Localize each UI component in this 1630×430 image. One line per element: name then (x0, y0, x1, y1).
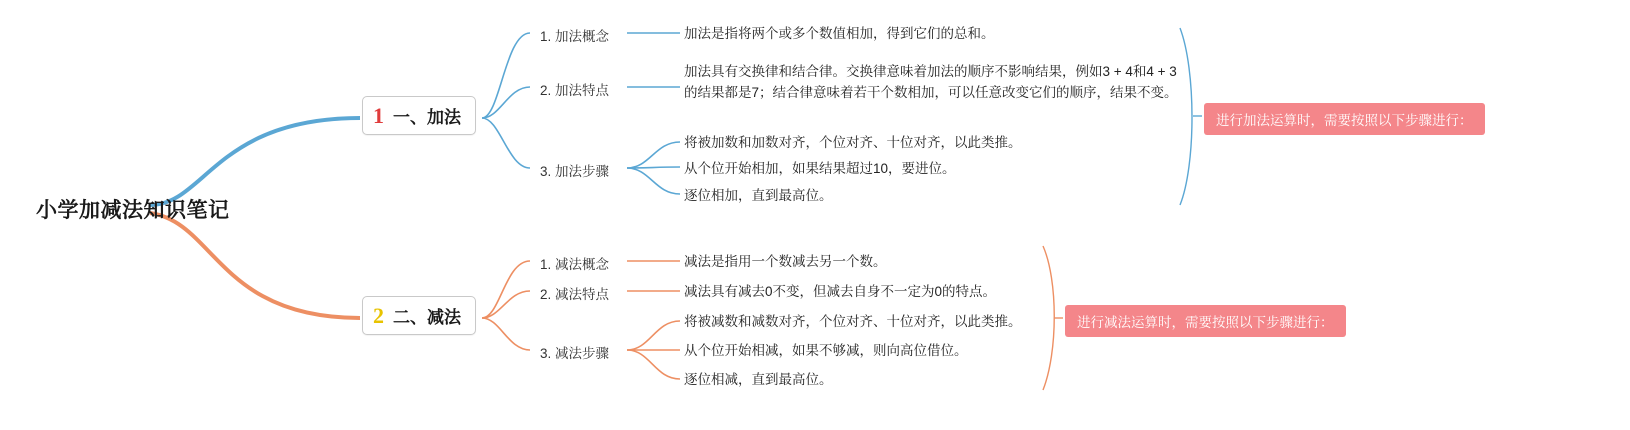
callout-addition[interactable] (1204, 103, 1485, 135)
leaf-addition-steps-1[interactable]: 将被加数和加数对齐，个位对齐、十位对齐，以此类推。 (684, 135, 1022, 150)
leaf-subtraction-concept-1[interactable]: 减法是指用一个数减去另一个数。 (684, 254, 887, 269)
topic-subtraction-features[interactable]: 2. 减法特点 (540, 287, 610, 302)
root-node[interactable]: 小学加减法知识笔记 (36, 199, 230, 222)
leaf-subtraction-features-1[interactable]: 减法具有减去0不变，但减去自身不一定为0的特点。 (684, 284, 997, 299)
leaf-subtraction-steps-2[interactable]: 从个位开始相减，如果不够减，则向高位借位。 (684, 343, 968, 358)
leaf-subtraction-steps-1[interactable]: 将被减数和减数对齐，个位对齐、十位对齐，以此类推。 (684, 314, 1022, 329)
callout-addition-text: 进行加法运算时，需要按照以下步骤进行： (1204, 103, 1485, 135)
branch-label-2: 二、减法 (393, 308, 461, 327)
callout-subtraction-text: 进行减法运算时，需要按照以下步骤进行： (1065, 305, 1346, 337)
topic-addition-concept[interactable]: 1. 加法概念 (540, 29, 610, 44)
topic-subtraction-steps[interactable]: 3. 减法步骤 (540, 346, 610, 361)
leaf-addition-steps-2[interactable]: 从个位开始相加，如果结果超过10，要进位。 (684, 161, 956, 176)
topic-addition-features[interactable]: 2. 加法特点 (540, 83, 610, 98)
topic-addition-steps[interactable]: 3. 加法步骤 (540, 164, 610, 179)
leaf-subtraction-steps-3[interactable]: 逐位相减，直到最高位。 (684, 372, 833, 387)
branch-label-1: 一、加法 (393, 108, 461, 127)
callout-subtraction[interactable] (1065, 305, 1346, 337)
branch-number-2: 2 (373, 302, 384, 328)
branch-number-1: 1 (373, 102, 384, 128)
leaf-addition-steps-3[interactable]: 逐位相加，直到最高位。 (684, 188, 833, 203)
leaf-addition-features-1[interactable]: 加法具有交换律和结合律。交换律意味着加法的顺序不影响结果，例如3 + 4和4 + 3的结果都是7；结合律意味着若干个数相加，可以任意改变它们的顺序，结果不变。 (684, 64, 1178, 100)
topic-subtraction-concept[interactable]: 1. 减法概念 (540, 257, 610, 272)
leaf-addition-concept-1[interactable]: 加法是指将两个或多个数值相加，得到它们的总和。 (684, 26, 995, 41)
branch-node-1[interactable] (362, 96, 476, 135)
branch-node-2[interactable] (362, 296, 476, 335)
